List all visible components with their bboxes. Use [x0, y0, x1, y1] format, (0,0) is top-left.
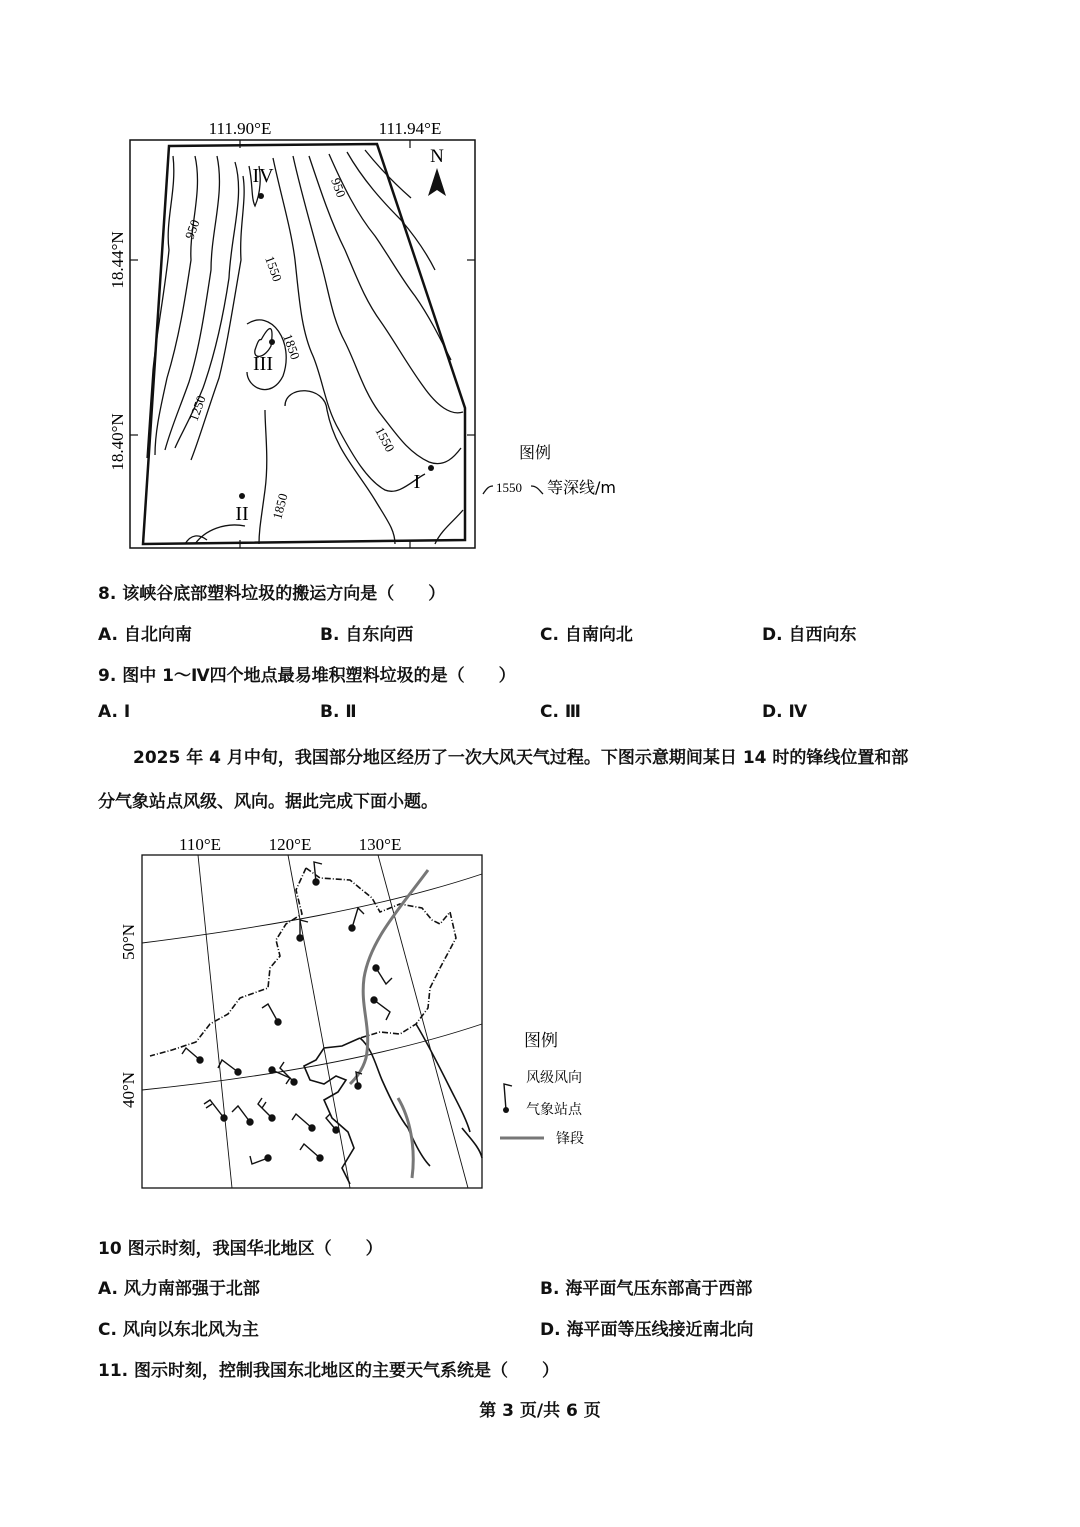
front-line-south — [398, 1098, 413, 1178]
lon-label-2: 111.94°E — [378, 119, 442, 138]
q10-option-a[interactable]: A. 风力南部强于北部 — [98, 1279, 260, 1299]
lon-label-120: 120°E — [268, 835, 312, 854]
passage-line-2: 分气象站点风级、风向。据此完成下面小题。 — [98, 792, 438, 812]
weather-map — [110, 828, 600, 1198]
station-dot-icon — [503, 1107, 509, 1113]
lat-label-1: 18.44°N — [108, 231, 127, 289]
legend-wind: 风级风向 — [526, 1070, 582, 1086]
q10-option-d[interactable]: D. 海平面等压线接近南北向 — [540, 1320, 754, 1340]
q8-option-a[interactable]: A. 自北向南 — [98, 625, 192, 645]
north-arrow-icon — [428, 168, 446, 196]
legend-title: 图例 — [519, 443, 552, 462]
question-8-stem: 8. 该峡谷底部塑料垃圾的搬运方向是（ ） — [98, 584, 446, 604]
q8-option-b[interactable]: B. 自东向西 — [320, 625, 414, 645]
contour-label: 950 — [181, 217, 203, 242]
question-10-stem: 10 图示时刻，我国华北地区（ ） — [98, 1239, 383, 1259]
legend-station: 气象站点 — [526, 1102, 582, 1118]
point-label-iv: IV — [252, 165, 274, 187]
legend-value: 1550 — [496, 480, 522, 495]
q8-option-d[interactable]: D. 自西向东 — [762, 625, 857, 645]
point-label-i: I — [413, 471, 421, 493]
contour-label: 950 — [328, 175, 349, 200]
lon-label-1: 111.90°E — [208, 119, 272, 138]
front-line-north — [350, 870, 428, 1084]
q10-option-b[interactable]: B. 海平面气压东部高于西部 — [540, 1279, 753, 1299]
legend-front: 锋段 — [556, 1131, 584, 1147]
lon-label-110: 110°E — [178, 835, 222, 854]
contour-label: 1250 — [185, 393, 209, 424]
q8-option-c[interactable]: C. 自南向北 — [540, 625, 633, 645]
legend-label: 等深线/m — [547, 478, 616, 497]
point-label-iii: III — [253, 353, 273, 375]
contour-label: 1850 — [280, 331, 304, 362]
q9-option-c[interactable]: C. Ⅲ — [540, 702, 581, 722]
wind-barb-icon — [504, 1084, 512, 1110]
lat-label-40: 40°N — [119, 1071, 138, 1109]
q9-option-b[interactable]: B. Ⅱ — [320, 702, 357, 722]
passage-line-1: 2025 年 4 月中旬，我国部分地区经历了一次大风天气过程。下图示意期间某日 14 时的锋线位置和部 — [133, 748, 909, 768]
map-frame — [130, 140, 475, 548]
map-frame — [142, 855, 482, 1188]
contour-label: 1850 — [269, 491, 291, 521]
q9-option-a[interactable]: A. I — [98, 702, 131, 722]
canyon-contour-map — [95, 110, 645, 560]
lat-label-50: 50°N — [119, 923, 138, 961]
north-label: N — [430, 146, 444, 167]
page-footer: 第 3 页/共 6 页 — [479, 1401, 601, 1421]
point-label-ii: II — [235, 503, 249, 525]
q9-option-d[interactable]: D. Ⅳ — [762, 702, 808, 722]
question-9-stem: 9. 图中 1～Ⅳ四个地点最易堆积塑料垃圾的是（ ） — [98, 666, 516, 686]
q10-option-c[interactable]: C. 风向以东北风为主 — [98, 1320, 259, 1340]
contour-label: 1550 — [372, 424, 398, 455]
lat-label-2: 18.40°N — [108, 413, 127, 471]
contour-label: 1550 — [262, 253, 286, 284]
question-11-stem: 11. 图示时刻，控制我国东北地区的主要天气系统是（ ） — [98, 1361, 560, 1381]
lon-label-130: 130°E — [358, 835, 402, 854]
legend-title: 图例 — [524, 1031, 558, 1051]
